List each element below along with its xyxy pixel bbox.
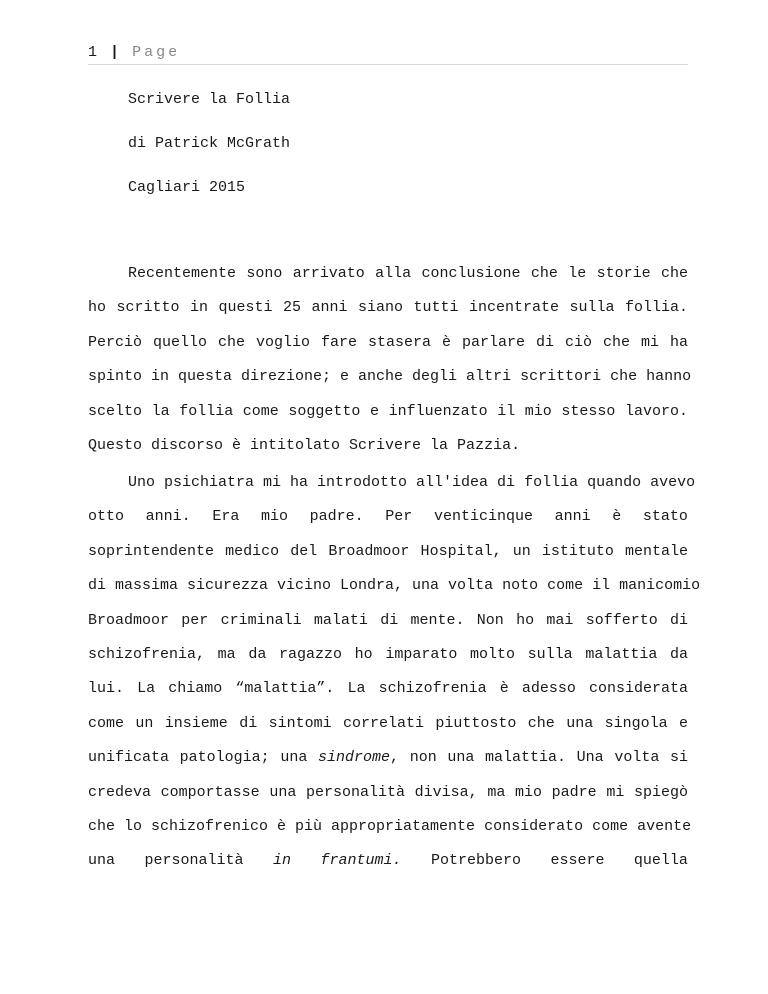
paragraph-line: Perciò quello che voglio fare stasera è parlare di ciò che mi ha bbox=[88, 333, 688, 351]
word: una bbox=[88, 852, 116, 870]
document-place-year: Cagliari 2015 bbox=[128, 179, 246, 196]
paragraph-line: Recentemente sono arrivato alla conclusione che le storie che bbox=[128, 265, 688, 282]
paragraph-line-justified bbox=[88, 500, 688, 534]
word: essere bbox=[550, 852, 605, 870]
word: Era bbox=[212, 508, 240, 526]
page-number: 1 bbox=[88, 44, 98, 61]
word: venticinque bbox=[433, 508, 533, 526]
document-title: Scrivere la Follia bbox=[128, 91, 291, 108]
paragraph-line: Questo discorso è intitolato Scrivere la Pazzia. bbox=[88, 436, 521, 454]
paragraph-line: lui. La chiamo “malattia”. La schizofrenia è adesso considerata bbox=[88, 680, 688, 698]
paragraph-line: Uno psichiatra mi ha introdotto all'idea di follia quando avevo bbox=[128, 474, 696, 491]
paragraph-line: come un insieme di sintomi correlati piuttosto che una singola e bbox=[88, 714, 688, 732]
page-header bbox=[88, 44, 688, 65]
paragraph-line-justified bbox=[88, 844, 688, 878]
word: otto bbox=[88, 508, 125, 526]
header-separator: | bbox=[110, 44, 120, 61]
paragraph-line: Broadmoor per criminali malati di mente. Non ho mai sofferto di bbox=[88, 611, 688, 629]
word: Per bbox=[385, 508, 413, 526]
paragraph-line: spinto in questa direzione; e anche degli altri scrittori che hanno bbox=[88, 368, 692, 386]
paragraph-line: di massima sicurezza vicino Londra, una volta noto come il manicomio bbox=[88, 577, 701, 595]
paragraph-line: schizofrenia, ma da ragazzo ho imparato molto sulla malattia da bbox=[88, 645, 688, 663]
word: anni. bbox=[145, 508, 191, 526]
word: quella bbox=[633, 852, 688, 870]
word: è bbox=[612, 508, 622, 526]
paragraph-line: scelto la follia come soggetto e influenzato il mio stesso lavoro. bbox=[88, 402, 688, 420]
word: personalità bbox=[144, 852, 244, 870]
paragraph-line: credeva comportasse una personalità divisa, ma mio padre mi spiegò bbox=[88, 783, 688, 801]
paragraph-line: ho scritto in questi 25 anni siano tutti incentrate sulla follia. bbox=[88, 299, 688, 317]
text-run: , non una malattia. Una volta si bbox=[390, 749, 689, 767]
paragraph-line: che lo schizofrenico è più appropriatamente considerato come avente bbox=[88, 817, 692, 835]
word: padre. bbox=[309, 508, 364, 526]
word: anni bbox=[554, 508, 591, 526]
word: mio bbox=[260, 508, 288, 526]
word: stato bbox=[642, 508, 688, 526]
paragraph-line bbox=[88, 741, 688, 775]
emphasis-sindrome: sindrome bbox=[318, 749, 391, 767]
emphasis-word: frantumi. bbox=[320, 852, 402, 870]
page-label: Page bbox=[132, 44, 181, 61]
text-run: unificata patologia; una bbox=[88, 749, 319, 767]
emphasis-word: in bbox=[272, 852, 291, 870]
paragraph-2 bbox=[88, 466, 701, 879]
word: Potrebbero bbox=[430, 852, 521, 870]
document-author: di Patrick McGrath bbox=[128, 135, 291, 152]
paragraph-1 bbox=[88, 257, 692, 463]
paragraph-line: soprintendente medico del Broadmoor Hospital, un istituto mentale bbox=[88, 542, 688, 560]
